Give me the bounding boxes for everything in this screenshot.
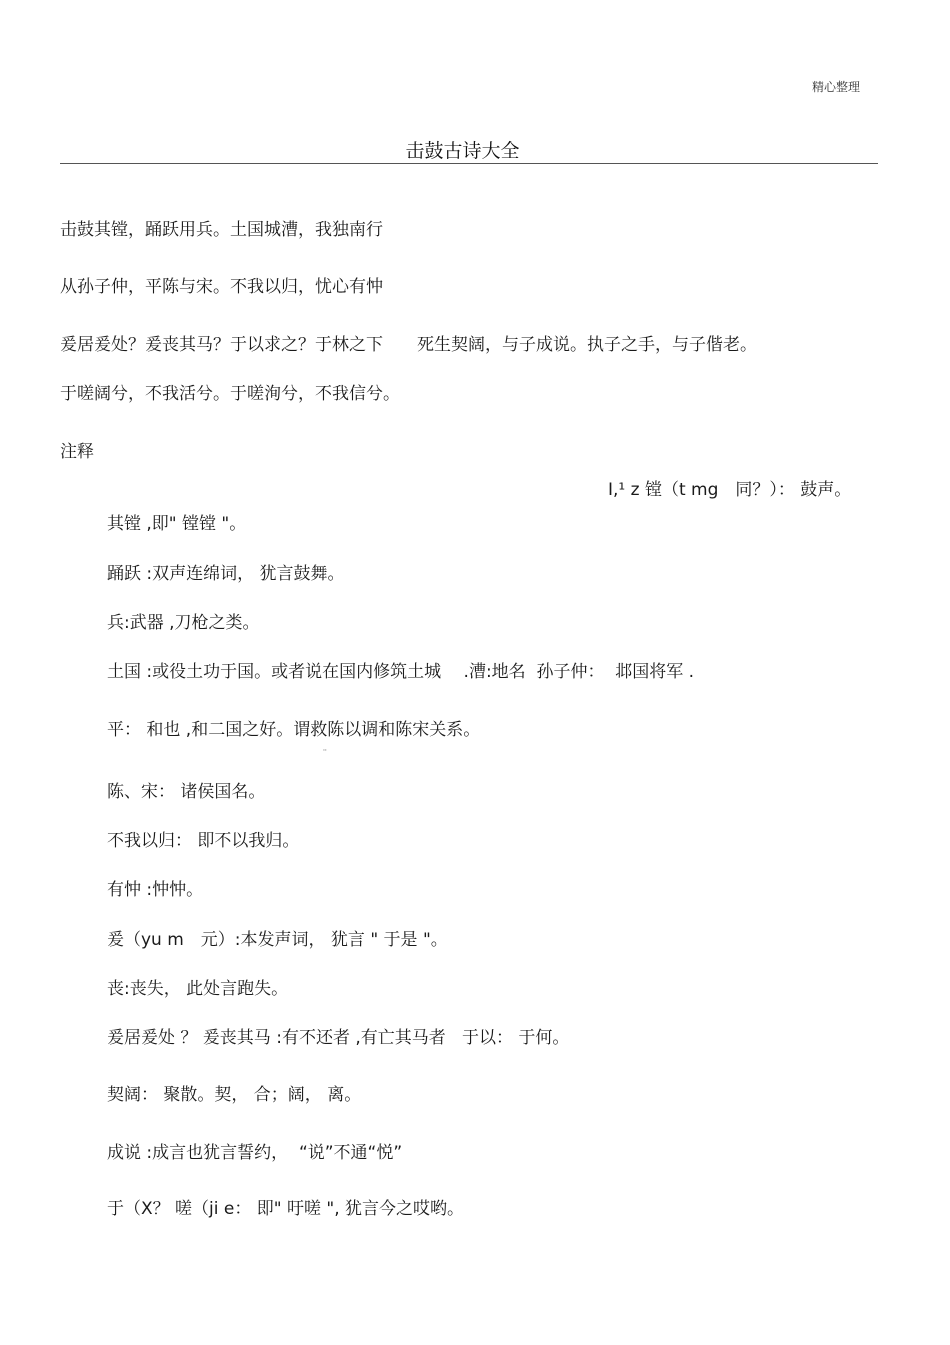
note-line: 兵:武器 ,刀枪之类。 — [107, 613, 260, 633]
note-line: 踊跃 :双声连绵词， 犹言鼓舞。 — [107, 564, 345, 584]
poem-line: 从孙子仲，平陈与宋。不我以归，忧心有忡 — [60, 277, 383, 297]
stray-mark: '' — [323, 748, 327, 756]
note-line: 爰（yu m 元）:本发声词， 犹言 " 于是 "。 — [107, 930, 448, 950]
poem-line: 于嗟阔兮，不我活兮。于嗟洵兮，不我信兮。 — [60, 384, 400, 404]
note-line: 丧:丧失， 此处言跑失。 — [107, 979, 289, 999]
note-line: 契阔： 聚散。契， 合；阔， 离。 — [107, 1085, 362, 1105]
note-line: 平： 和也 ,和二国之好。谓救陈以调和陈宋关系。 — [107, 720, 481, 740]
note-line: 成说 :成言也犹言誓约， “说”不通“悦” — [107, 1143, 403, 1163]
note-line: 于（X？ 嗟（ji e： 即" 吁嗟 ", 犹言今之哎哟。 — [107, 1199, 465, 1219]
note-line: 土国 :或役土功于国。或者说在国内修筑土城 .漕:地名 孙子仲： 邶国将军 . — [107, 662, 695, 682]
title-divider — [60, 163, 878, 164]
note-line: 有忡 :忡忡。 — [107, 880, 204, 900]
poem-line: 爰居爰处？爰丧其马？于以求之？于林之下 死生契阔，与子成说。执子之手，与子偕老。 — [60, 335, 757, 355]
note-line: 陈、宋： 诸侯国名。 — [107, 782, 266, 802]
note-line: 其镗 ,即" 镗镗 "。 — [107, 514, 247, 534]
note-line: 不我以归： 即不以我归。 — [107, 831, 300, 851]
header-note: 精心整理 — [812, 80, 861, 94]
note-line: 爰居爰处 ？ 爰丧其马 :有不还者 ,有亡其马者 于以： 于何。 — [107, 1028, 570, 1048]
note-line-first: I,¹ z 镗（t mg 同？）： 鼓声。 — [608, 480, 852, 500]
page-title: 击鼓古诗大全 — [405, 140, 520, 162]
notes-heading: 注释 — [60, 442, 94, 462]
poem-line: 击鼓其镗，踊跃用兵。土国城漕，我独南行 — [60, 220, 383, 240]
